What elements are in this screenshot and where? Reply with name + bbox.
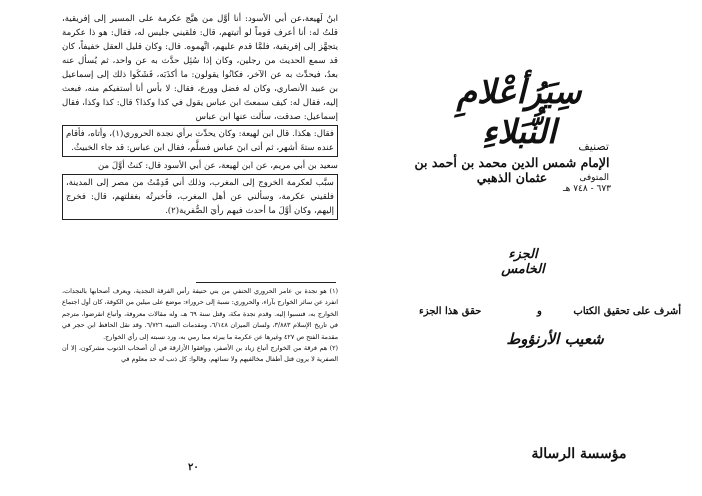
life-dates: ٦٧٣ - ٧٤٨ هـ xyxy=(562,184,611,194)
conjunction: و xyxy=(537,306,542,317)
volume-label: الجزء الخامس xyxy=(501,247,545,277)
main-text xyxy=(62,12,338,222)
died-label: المتوفى xyxy=(579,173,609,183)
footnotes xyxy=(62,286,338,366)
paragraph-2: سعيد بن أبي مريم، عن ابن لهيعة، عن أبي الأسود قال: كنتُ أوَّلَ من xyxy=(97,161,338,171)
publisher-name: مؤسسة الرسالة xyxy=(531,446,627,462)
paragraph-1: ابنُ لَهيعة،عن أبي الأسود: أنا أوَّل من هيَّج عكرمة على المسير إلى إفريقية، قلتُ له: أنا أعرف قوماً لو أتيتهم، قال: فلقيني جليس له، فقال: هو ذا عكرمة يتجهَّز إلى إفريقية، فلمَّا قدم عليهم، اتَّهموه. قال: وكان قليل العقل خفيفاً، كان قد سمع الحديث من رجلين، وكان إذا سُئِل حدَّث به عن واحد، ثم يُسأل عنه بعدُ، فيحدِّث به عن الآخر، فكانُوا يقولون: ما أكذَبَه، فَشَكَوا ذلك إلى إسماعيل بن عبيد الأنصاري، وكان له فضل وورع، فقال: لا بأس أنا أستفيكم منه، فبعث إليه، فقال له: كيف سمعتَ ابن عباس يقول في كذا وكذا؟ قال: كذا وكذا، فقال إسماعيل: صدقت، سألت عنها ابن عباس xyxy=(62,14,338,122)
title-page xyxy=(351,0,702,496)
compiled-label: تصنيف xyxy=(578,140,609,153)
boxed-passage-1: فقال: هكذا. قال ابن لهيعة: وكان يحدِّث برأي نجدة الحروري(١)، وأتاه، فأقام عنده ستةَ أشهر، ثم أتى ابنَ عباس فسلَّم، فقال ابن عباس: قد جاء الخبيثُ. xyxy=(62,125,338,157)
page-number: ٢٠ xyxy=(188,462,199,473)
book-title: سِيَرُأعْلامِ النُّبَلاءِ xyxy=(456,72,582,151)
editor-credit: حقق هذا الجزء xyxy=(419,306,482,317)
footnote-2: (٢) هم فرقة من الخوارج أتباع زياد بن الأصفر، ووافقوا الأزارقة في أن أصحاب الذنوب مشركون، إلا أن الصفرية لا يرون قتل أطفال مخالفيهم ولا نسائهم، وقالوا: كل ذنب له حد معلوم في xyxy=(62,344,338,364)
supervisor-credit: أشرف على تحقيق الكتاب xyxy=(573,306,681,317)
author-name: الإمام شمس الدين محمد بن أحمد بن عثمان الذهبي xyxy=(414,155,610,185)
editor-name: شعيب الأرنؤوط xyxy=(506,330,604,348)
footnote-1: (١) هو نجدة بن عامر الحروري الحنفي من بني حنيفة رأس الفرقة النجدية، ويعرف أصحابها بالنجدات، انفرد عن سائر الخوارج بآراء، والحروري: نسبة إلى حروراء: موضع على ميلين من الكوفة، كان أول اجتماع الخوارج به، فنسبوا إليه. وقدم نجدة مكة، وقتل سنة ٦٩ هـ، وله مقالات معروفة، وأتباع انقرضوا، مترجم في تاريخ الإسلام ٣/٨٨٣، ولسان الميزان ٦/١٤٨، ومقدمات التنبيه ٦/٧٢٦. وقد نقل الحافظ ابن حجر في مقدمة الفتح ص ٤٢٧ وغيرها عن عكرمة ما يبرئه مما رمي به، ورد نسبته إلى رأي الخوارج. xyxy=(62,287,338,341)
footnote-divider xyxy=(196,282,336,283)
boxed-passage-2: سبَّب لعكرمة الخروج إلى المغرب، وذلك أني قَدِمْتُ من مصر إلى المدينة، فلقيني عكرمة، وسألني عن أهل المغرب، فأخبرتُه بغفلتهم، قال: فخرج إليهم، وكان أوَّلَ ما أحدث فيهم رأيَ الصُّفرية(٢). xyxy=(62,174,338,220)
credits-row xyxy=(419,306,681,324)
